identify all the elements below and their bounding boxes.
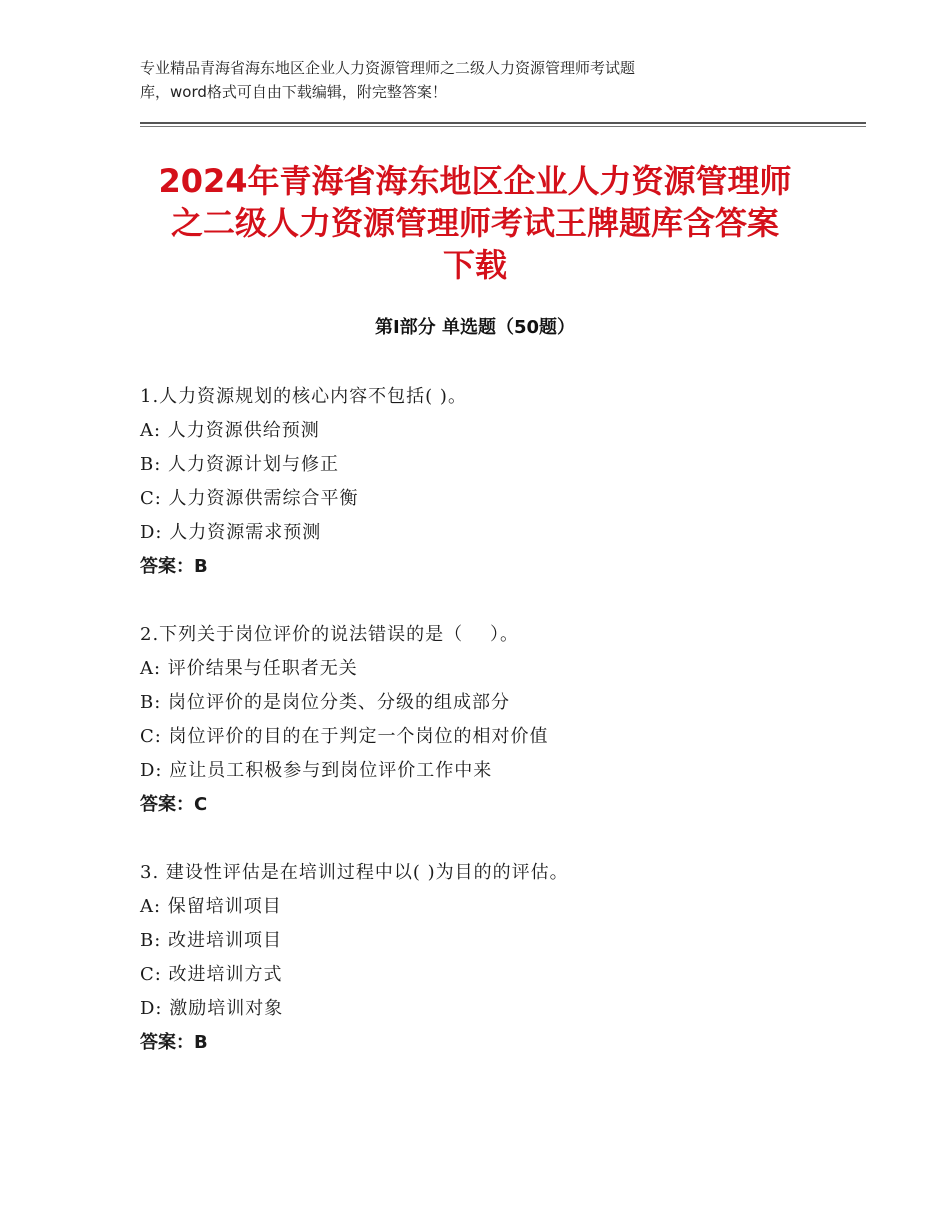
question-2: [140, 618, 840, 822]
option-a: A: 人力资源供给预测: [140, 420, 320, 441]
option-d: D: 应让员工积极参与到岗位评价工作中来: [140, 760, 493, 781]
question-stem: 2.下列关于岗位评价的说法错误的是（ ）。: [140, 624, 520, 645]
header-note-line-1: 专业精品青海省海东地区企业人力资源管理师之二级人力资源管理师考试题: [140, 59, 636, 77]
answer: 答案：B: [140, 556, 208, 577]
header-divider-thick: [140, 122, 866, 124]
option-b: B: 岗位评价的是岗位分类、分级的组成部分: [140, 692, 511, 713]
option-c: C: 改进培训方式: [140, 964, 283, 985]
option-b: B: 改进培训项目: [140, 930, 283, 951]
answer: 答案：C: [140, 794, 208, 815]
question-list: [140, 380, 840, 1094]
option-c: C: 人力资源供需综合平衡: [140, 488, 359, 509]
document-title-line-3: 下载: [442, 246, 507, 284]
header-note: [140, 56, 800, 104]
question-3: [140, 856, 840, 1060]
header-note-line-2: 库，word格式可自由下载编辑，附完整答案！: [140, 83, 447, 101]
section-heading: 第Ⅰ部分 单选题（50题）: [374, 317, 575, 338]
document-title-line-1: 2024年青海省海东地区企业人力资源管理师: [158, 162, 792, 200]
option-b: B: 人力资源计划与修正: [140, 454, 340, 475]
option-a: A: 保留培训项目: [140, 896, 282, 917]
document-title: [120, 160, 830, 286]
document-title-line-2: 之二级人力资源管理师考试王牌题库含答案: [170, 204, 779, 242]
header-divider-thin: [140, 126, 866, 127]
answer: 答案：B: [140, 1032, 208, 1053]
question-stem: 1.人力资源规划的核心内容不包括( )。: [140, 386, 467, 407]
option-d: D: 人力资源需求预测: [140, 522, 322, 543]
option-a: A: 评价结果与任职者无关: [140, 658, 358, 679]
option-c: C: 岗位评价的目的在于判定一个岗位的相对价值: [140, 726, 549, 747]
question-1: [140, 380, 840, 584]
option-d: D: 激励培训对象: [140, 998, 284, 1019]
question-stem: 3. 建设性评估是在培训过程中以( )为目的的评估。: [140, 862, 569, 883]
